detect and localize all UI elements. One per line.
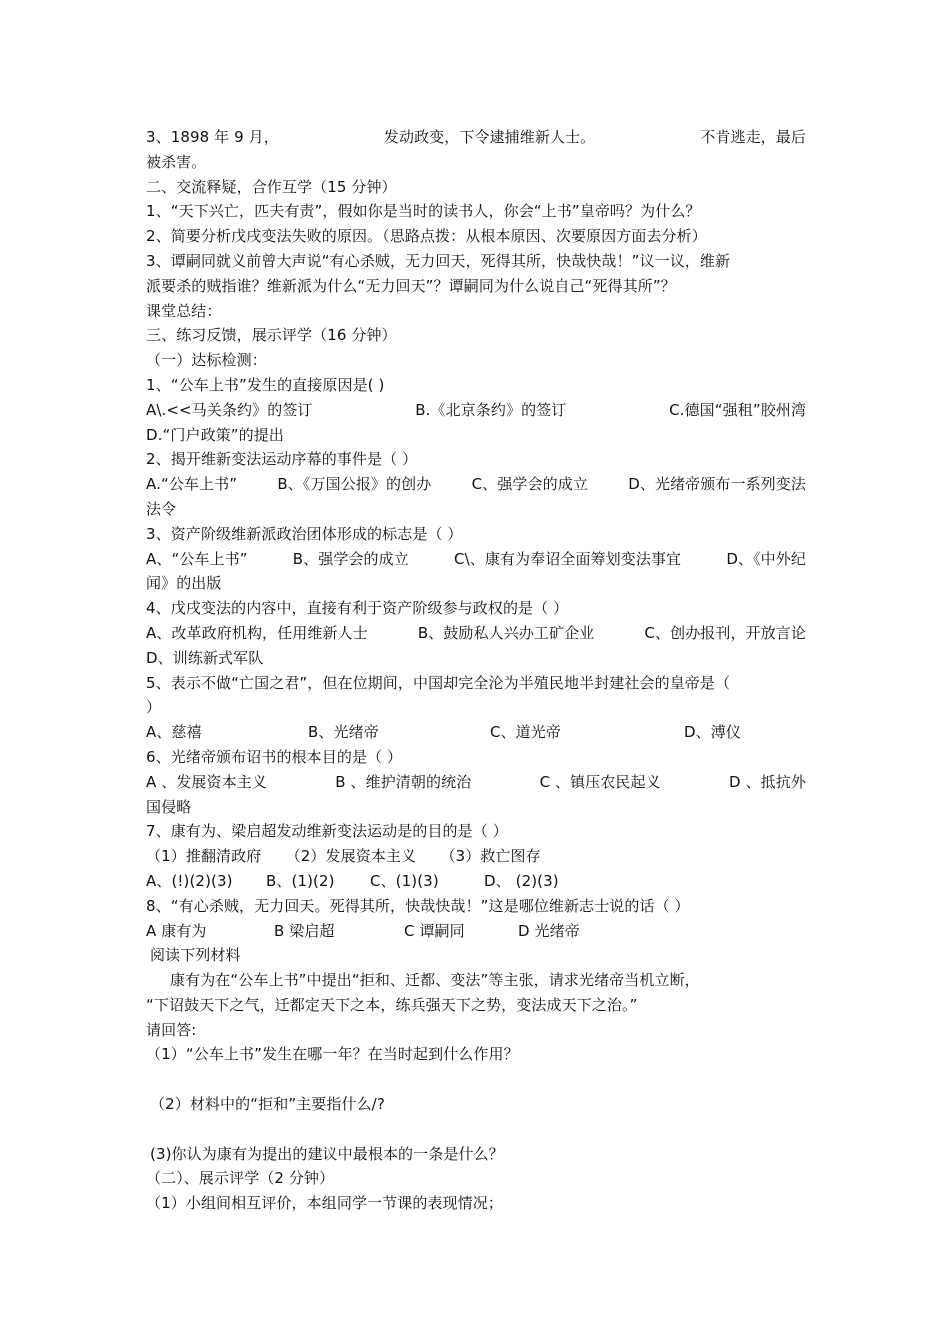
mc-q3-stem: 3、资产阶级维新派政治团体形成的标志是（ ）: [146, 524, 463, 543]
reading-question-1: （1）“公车上书”发生在哪一年？在当时起到什么作用？: [146, 1045, 519, 1064]
reading-question-2: （2）材料中的“拒和”主要指什么/?: [150, 1095, 385, 1114]
mc-q3-option-c: C\、康有为奉诏全面筹划变法事宜: [454, 549, 682, 568]
q3-intro-b: 发动政变，下令逮捕维新人士。: [383, 128, 596, 146]
mc-q2-option-d: D、光绪帝颁布一系列变法: [628, 475, 806, 494]
q3-intro-d: 被杀害。: [146, 152, 207, 171]
mc-q2-option-c: C、强学会的成立: [471, 475, 588, 494]
subsection-2-item-1: （1）小组间相互评价，本组同学一节课的表现情况；: [146, 1194, 503, 1213]
answer-space-1: [146, 1067, 806, 1092]
section-2-title: 二、交流释疑，合作互学（15 分钟）: [146, 177, 397, 196]
mc-q6-options: [146, 770, 806, 795]
mc-q2-options: [146, 472, 806, 497]
mc-q1-stem: 1、“公车上书”发生的直接原因是( ): [146, 375, 385, 394]
mc-q6-option-b: B 、维护清朝的统治: [335, 772, 472, 791]
mc-q7-options: [146, 869, 806, 894]
mc-q6-option-d: D 、抵抗外: [729, 772, 806, 791]
answer-space-2: [146, 1117, 806, 1142]
mc-q1-option-c: C.德国“强租”胶州湾: [669, 400, 806, 419]
mc-q4-option-d: D、训练新式军队: [146, 648, 264, 667]
mc-q4-option-a: A、改革政府机构，任用维新人士: [146, 623, 368, 642]
mc-q2-option-d-cont: 法令: [146, 499, 177, 518]
mc-q8-option-b: B 梁启超: [274, 921, 335, 940]
reading-material-line2: “下诏鼓天下之气，迁都定天下之本，练兵强天下之势，变法成天下之治。”: [146, 995, 638, 1014]
section-2-q3-line2: 派要杀的贼指谁？维新派为什么“无力回天”？谭嗣同为什么说自己“死得其所”？: [146, 276, 676, 295]
subsection-2-title: （二）、展示评学（2 分钟）: [146, 1169, 335, 1188]
subsection-1-title: （一）达标检测：: [146, 351, 267, 370]
mc-q3-option-b: B、强学会的成立: [292, 549, 409, 568]
mc-q5-stem: 5、表示不做“亡国之君”，但在位期间，中国却完全沦为半殖民地半封建社会的皇帝是（: [146, 673, 731, 692]
mc-q5-option-c: C、道光帝: [490, 723, 561, 742]
mc-q2-option-b: B、《万国公报》的创办: [277, 475, 432, 494]
mc-q4-option-c: C、创办报刊，开放言论: [644, 623, 806, 642]
document-content: [146, 125, 806, 1216]
reading-ask: 请回答:: [146, 1020, 197, 1039]
mc-q1-options: [146, 398, 806, 423]
mc-q1-option-b: B.《北京条约》的签订: [415, 400, 567, 419]
reading-question-3: (3)你认为康有为提出的建议中最根本的一条是什么？: [150, 1144, 504, 1163]
mc-q8-stem: 8、“有心杀贼，无力回天。死得其所，快哉快哉！”这是哪位维新志士说的话（ ）: [146, 896, 690, 915]
class-summary: 课堂总结：: [146, 301, 222, 320]
mc-q4-options: [146, 621, 806, 646]
mc-q4-option-b: B、鼓励私人兴办工矿企业: [417, 623, 595, 642]
mc-q7-stem: 7、康有为、梁启超发动维新变法运动是的目的是（ ）: [146, 822, 508, 841]
mc-q1-option-d: D.“门户政策”的提出: [146, 425, 284, 444]
mc-q8-option-c: C 谭嗣同: [404, 921, 465, 940]
mc-q5-stem-cont: ）: [146, 698, 162, 717]
mc-q8-option-d: D 光绪帝: [518, 921, 580, 940]
mc-q3-option-d: D、《中外纪: [726, 549, 806, 568]
reading-title: 阅读下列材料: [150, 946, 241, 965]
mc-q3-options: [146, 547, 806, 572]
mc-q6-option-c: C 、镇压农民起义: [539, 772, 661, 791]
mc-q7-option-c: C、(1)(3): [370, 871, 439, 890]
mc-q5-options: [146, 720, 806, 745]
section-3-title: 三、练习反馈，展示评学（16 分钟）: [146, 326, 397, 345]
mc-q1-option-a: A\.<<马关条约》的签订: [146, 400, 313, 419]
mc-q5-option-d: D、溥仪: [684, 723, 741, 742]
mc-q4-stem: 4、戊戌变法的内容中，直接有利于资产阶级参与政权的是（ ）: [146, 599, 569, 618]
section-2-q1: 1、“天下兴亡，匹夫有责”，假如你是当时的读书人，你会“上书”皇帝吗？为什么？: [146, 202, 701, 221]
mc-q2-option-a: A.“公车上书”: [146, 475, 238, 494]
mc-q8-options: [146, 919, 806, 944]
mc-q3-option-a: A、“公车上书”: [146, 549, 248, 568]
mc-q7-option-d: D、 (2)(3): [484, 871, 559, 890]
question-3-intro: [146, 125, 806, 150]
mc-q3-option-d-cont: 闻》的出版: [146, 574, 222, 593]
mc-q7-option-b: B、(1)(2): [266, 871, 335, 890]
mc-q6-stem: 6、光绪帝颁布诏书的根本目的是（ ）: [146, 747, 403, 766]
mc-q6-option-a: A 、发展资本主义: [146, 772, 267, 791]
mc-q8-option-a: A 康有为: [146, 921, 207, 940]
section-2-q2: 2、简要分析戊戌变法失败的原因。（思路点拨：从根本原因、次要原因方面去分析）: [146, 227, 707, 246]
q3-intro-a: 3、1898 年 9 月，: [146, 128, 279, 146]
mc-q5-option-b: B、光绪帝: [308, 723, 379, 742]
mc-q6-option-d-cont: 国侵略: [146, 797, 192, 816]
mc-q7-option-a: A、(!)(2)(3): [146, 871, 233, 890]
mc-q7-statements: （1）推翻清政府 （2）发展资本主义 （3）救亡图存: [146, 847, 541, 866]
reading-material-line1: 康有为在“公车上书”中提出“拒和、迁都、变法”等主张，请求光绪帝当机立断，: [170, 971, 700, 990]
mc-q2-stem: 2、揭开维新变法运动序幕的事件是（ ）: [146, 450, 418, 469]
mc-q5-option-a: A、慈禧: [146, 723, 202, 742]
q3-intro-c: 不肯逃走，最后: [700, 128, 806, 146]
section-2-q3-line1: 3、谭嗣同就义前曾大声说“有心杀贼，无力回天，死得其所，快哉快哉！”议一议，维新: [146, 251, 731, 270]
